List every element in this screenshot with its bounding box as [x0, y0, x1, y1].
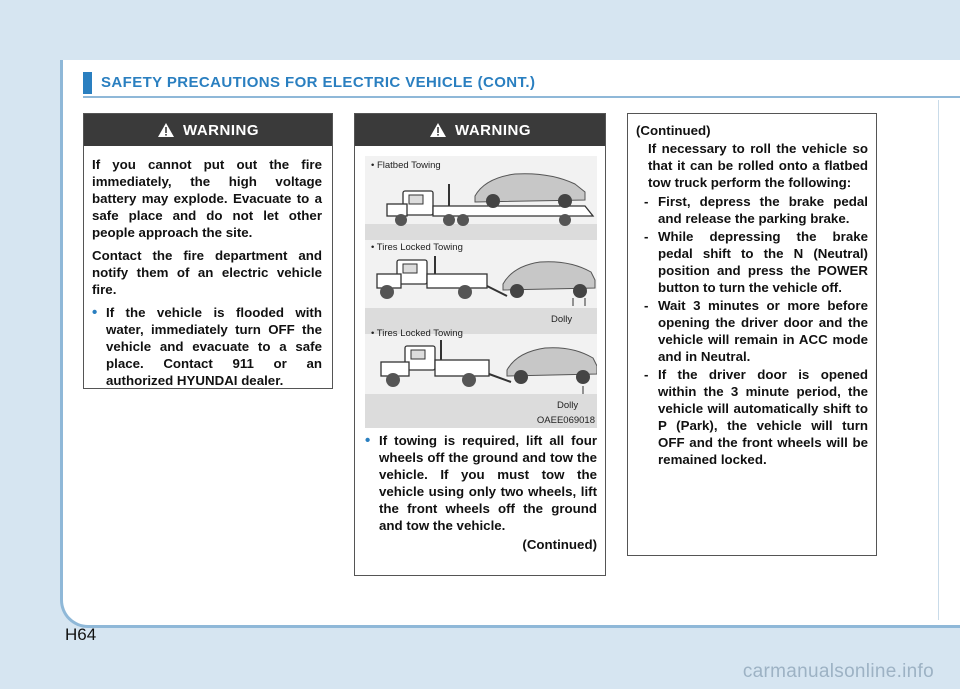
step-text: First, depress the brake pedal and release the parking brake. [658, 194, 868, 226]
dolly-label-1: Dolly [551, 314, 573, 325]
flood-bullet-text: If the vehicle is flooded with water, immediately turn OFF the vehicle and evacuate to a safe place. Contact 911 or an authorized HYUNDAI dealer. [106, 305, 322, 388]
flood-bullet [92, 304, 322, 389]
tires-locked-towing-label-2: • Tires Locked Towing [371, 328, 463, 339]
continued-box [627, 113, 877, 556]
step-item: - While depressing the brake pedal shift to the N (Neutral) position and press the POWER button to turn the vehicle off. [644, 229, 868, 295]
bullet-dot-icon: • [92, 304, 98, 321]
title-rule [83, 96, 960, 98]
towing-diagram [365, 156, 597, 428]
continued-heading: (Continued) [636, 123, 711, 138]
bullet-dot-icon: • [365, 432, 371, 449]
warning-header [84, 114, 332, 146]
step-item: - Wait 3 minutes or more before opening the driver door and the vehicle will remain in ACC mode and in Neutral. [644, 298, 868, 364]
warning-triangle-icon [157, 122, 175, 138]
site-watermark: carmanualsonline.info [742, 661, 934, 682]
towing-bullet-text: If towing is required, lift all four wheels off the ground and tow the vehicle. If you must tow the vehicle using only two wheels, lift the front wheels off the ground and tow the vehicle. [379, 433, 597, 533]
step-text: Wait 3 minutes or more before opening the driver door and the vehicle will remain in ACC mode and in Neutral. [658, 298, 868, 364]
step-text: If the driver door is opened within the 3 minute period, the vehicle will automatically shift to P (Park), the vehicle will turn OFF and the front wheels will be remained locked. [658, 367, 868, 467]
step-item: - If the driver door is opened within the 3 minute period, the vehicle will automatically shift to P (Park), the vehicle will turn OFF and the front wheels will be remained locked. [644, 367, 868, 467]
continued-label: (Continued) [522, 537, 597, 552]
warning-header [355, 114, 605, 146]
warning-box-towing [354, 113, 606, 576]
fire-paragraph: If you cannot put out the fire immediately, the high voltage battery may explode. Evacuate to a safe place and do not let other people approach the site. [92, 157, 322, 240]
warning-label: WARNING [183, 121, 259, 139]
dolly-label-2: Dolly [557, 400, 579, 411]
warning-label: WARNING [455, 121, 531, 139]
step-item: - First, depress the brake pedal and release the parking brake. [644, 194, 868, 226]
roll-vehicle-intro: If necessary to roll the vehicle so that it can be rolled onto a flatbed tow truck perform the following: [648, 141, 868, 190]
towing-bullet [365, 432, 597, 534]
title-accent-bar [83, 72, 92, 94]
fire-department-paragraph: Contact the fire department and notify them of an electric vehicle fire. [92, 248, 322, 297]
page-number: H64 [65, 625, 97, 644]
step-text: While depressing the brake pedal shift to the N (Neutral) position and press the POWER button to turn the vehicle off. [658, 229, 868, 295]
tires-locked-towing-label-1: • Tires Locked Towing [371, 242, 463, 253]
margin-rule [938, 100, 939, 620]
warning-triangle-icon [429, 122, 447, 138]
flatbed-towing-label: • Flatbed Towing [371, 160, 441, 171]
section-title: SAFETY PRECAUTIONS FOR ELECTRIC VEHICLE (CONT.) [101, 74, 536, 91]
warning-box-fire [83, 113, 333, 389]
figure-code: OAEE069018 [536, 415, 595, 426]
